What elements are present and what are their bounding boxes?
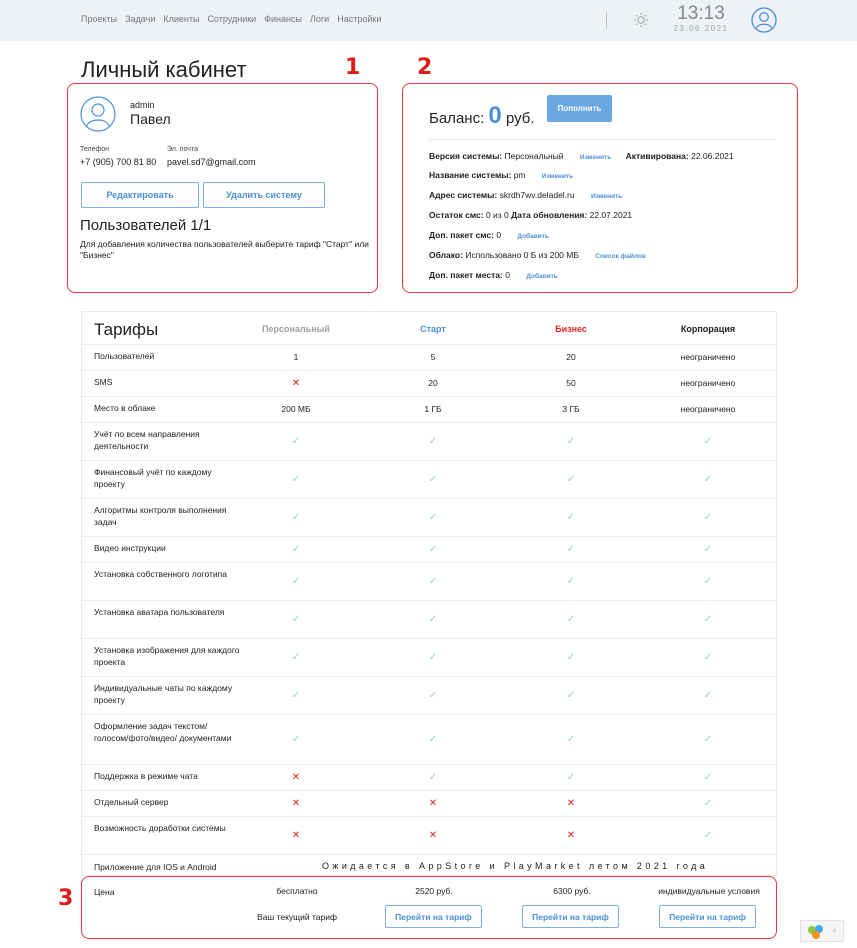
current-tariff-label: Ваш текущий тариф <box>256 912 337 922</box>
tariff-row <box>82 498 776 536</box>
users-count: Пользователей 1/1 <box>80 217 212 234</box>
sms-pack-value: 0 <box>496 230 502 240</box>
email-label: Эл. почта <box>167 146 198 153</box>
sms-pack-row <box>429 230 549 240</box>
balance-amount: 0 <box>488 102 502 129</box>
feature-label: SMS <box>94 377 113 387</box>
nav-settings[interactable]: Настройки <box>337 14 382 24</box>
tariff-row <box>82 536 776 562</box>
sms-pack-label: Доп. пакет смс: <box>429 230 494 240</box>
feature-value: неограничено <box>680 378 736 388</box>
clock-time: 13:13 <box>677 3 725 24</box>
price-card <box>81 876 777 939</box>
check-icon: ✓ <box>566 544 576 555</box>
cloud-value: Использовано 0 Б из 200 МБ <box>465 250 579 260</box>
change-address-link[interactable]: Изменить <box>590 193 623 200</box>
nav-logs[interactable]: Логи <box>309 14 330 24</box>
file-list-link[interactable]: Список файлов <box>595 253 646 260</box>
tariff-row <box>82 764 776 790</box>
version-value: Персональный <box>504 151 564 161</box>
system-version-row <box>429 151 734 161</box>
feature-label: Видео инструкции <box>94 543 166 553</box>
email-value: pavel.sd7@gmail.com <box>167 157 256 167</box>
price-personal: бесплатно <box>276 886 318 896</box>
marker-1: 1 <box>345 55 361 80</box>
tariffs-title: Тарифы <box>94 320 159 339</box>
switch-to-business-button[interactable]: Перейти на тариф <box>522 905 619 928</box>
profile-card <box>67 83 378 293</box>
activated-label: Активирована: <box>625 151 689 161</box>
yii-logo-icon <box>807 924 825 940</box>
feature-label: Учёт по всем направления деятельности <box>94 429 200 451</box>
sms-value: 0 из 0 <box>485 210 509 220</box>
feature-label: Оформление задач текстом/ голосом/фото/видео/ документами <box>94 721 232 743</box>
feature-label: Установка собственного логотипа <box>94 569 227 579</box>
check-icon: ✓ <box>428 474 438 485</box>
plan-personal-header: Персональный <box>262 324 330 334</box>
plan-start-header: Старт <box>420 324 446 334</box>
users-note: Для добавления количества пользователей выберите тариф "Старт" или "Бизнес" <box>80 239 369 260</box>
add-space-link[interactable]: Добавить <box>526 273 558 280</box>
check-icon: ✓ <box>291 734 301 745</box>
cross-icon: ✕ <box>428 798 438 809</box>
check-icon: ✓ <box>566 652 576 663</box>
feature-label: Место в облаке <box>94 403 156 413</box>
cross-icon: ✕ <box>428 830 438 841</box>
page-title: Личный кабинет <box>81 57 247 82</box>
space-pack-value: 0 <box>505 270 510 280</box>
check-icon: ✓ <box>428 512 438 523</box>
balance-caption: Баланс: <box>429 110 485 127</box>
check-icon: ✓ <box>291 652 301 663</box>
switch-to-corporate-button[interactable]: Перейти на тариф <box>659 905 756 928</box>
balance-currency: руб. <box>505 110 535 127</box>
nav-clients[interactable]: Клиенты <box>163 14 200 24</box>
check-icon: ✓ <box>428 734 438 745</box>
feature-value: 1 ГБ <box>424 404 442 414</box>
check-icon: ✓ <box>566 690 576 701</box>
tariff-row <box>82 790 776 816</box>
feature-label: Отдельный сервер <box>94 797 169 807</box>
check-icon: ✓ <box>428 544 438 555</box>
check-icon: ✓ <box>703 436 713 447</box>
tariff-row <box>82 422 776 460</box>
price-label: Цена <box>94 887 115 897</box>
plan-corporate-header: Корпорация <box>680 324 736 334</box>
edit-profile-button[interactable]: Редактировать <box>81 182 199 208</box>
tariff-row <box>82 676 776 714</box>
check-icon: ✓ <box>566 474 576 485</box>
check-icon: ✓ <box>703 772 713 783</box>
divider <box>606 12 607 29</box>
main-nav <box>81 14 381 24</box>
check-icon: ✓ <box>566 772 576 783</box>
check-icon: ✓ <box>291 576 301 587</box>
top-bar <box>0 0 857 41</box>
address-label: Адрес системы: <box>429 190 498 200</box>
marker-3: 3 <box>58 886 74 911</box>
feature-value: 20 <box>566 352 576 362</box>
check-icon: ✓ <box>566 576 576 587</box>
plan-business-header: Бизнес <box>555 324 587 334</box>
update-value: 22.07.2021 <box>589 210 633 220</box>
user-avatar-icon[interactable] <box>751 7 777 33</box>
name-label: Название системы: <box>429 170 512 180</box>
check-icon: ✓ <box>291 690 301 701</box>
tariff-row <box>82 460 776 498</box>
tariff-row <box>82 638 776 676</box>
change-name-link[interactable]: Изменить <box>541 173 574 180</box>
check-icon: ✓ <box>566 436 576 447</box>
cross-icon: ✕ <box>291 830 301 841</box>
price-business: 6300 руб. <box>553 886 591 896</box>
profile-name: Павел <box>130 111 171 127</box>
theme-toggle-icon[interactable] <box>633 12 649 28</box>
sms-remaining-row <box>429 210 632 220</box>
feature-label: Индивидуальные чаты по каждому проекту <box>94 683 233 705</box>
check-icon: ✓ <box>566 512 576 523</box>
balance-label <box>429 102 535 130</box>
space-pack-row <box>429 270 558 280</box>
tariff-row <box>82 370 776 396</box>
phone-label: Телефон <box>80 146 110 153</box>
feature-label: Пользователей <box>94 351 155 361</box>
system-name-row <box>429 170 573 180</box>
feature-label: Поддержка в режиме чата <box>94 771 198 781</box>
clock <box>666 4 736 33</box>
check-icon: ✓ <box>291 544 301 555</box>
check-icon: ✓ <box>703 652 713 663</box>
cross-icon: ✕ <box>566 798 576 809</box>
tariff-row <box>82 714 776 764</box>
address-value: skrdh7wv.deladel.ru <box>499 190 575 200</box>
check-icon: ✓ <box>703 512 713 523</box>
feature-label: Алгоритмы контроля выполнения задач <box>94 505 227 527</box>
feature-value: 200 МБ <box>281 404 311 414</box>
debug-toolbar[interactable] <box>800 920 844 942</box>
nav-projects[interactable]: Проекты <box>81 14 118 24</box>
nav-employees[interactable]: Сотрудники <box>207 14 257 24</box>
check-icon: ✓ <box>703 734 713 745</box>
feature-label: Установка аватара пользователя <box>94 607 225 617</box>
feature-value: неограничено <box>680 404 736 414</box>
check-icon: ✓ <box>291 436 301 447</box>
check-icon: ✓ <box>428 576 438 587</box>
check-icon: ✓ <box>703 614 713 625</box>
tariff-row <box>82 562 776 600</box>
nav-tasks[interactable]: Задачи <box>125 14 156 24</box>
nav-finance[interactable]: Финансы <box>264 14 302 24</box>
feature-value: 3 ГБ <box>562 404 580 414</box>
check-icon: ✓ <box>566 614 576 625</box>
add-sms-link[interactable]: Добавить <box>517 233 549 240</box>
app-label: Приложение для IOS и Android <box>94 862 217 872</box>
divider <box>429 139 777 140</box>
cloud-label: Облако: <box>429 250 463 260</box>
price-corporate: индивидуальные условия <box>658 886 760 896</box>
check-icon: ✓ <box>703 576 713 587</box>
activated-value: 22.06.2021 <box>691 151 734 161</box>
check-icon: ✓ <box>428 436 438 447</box>
feature-value: неограничено <box>680 352 736 362</box>
check-icon: ✓ <box>566 734 576 745</box>
cloud-row <box>429 250 646 260</box>
space-pack-label: Доп. пакет места: <box>429 270 503 280</box>
check-icon: ✓ <box>291 614 301 625</box>
check-icon: ✓ <box>428 614 438 625</box>
check-icon: ✓ <box>703 690 713 701</box>
feature-label: Финансовый учёт по каждому проекту <box>94 467 212 489</box>
check-icon: ✓ <box>428 652 438 663</box>
cross-icon: ✕ <box>291 378 301 389</box>
balance-card <box>402 83 798 293</box>
app-note: Ожидается в AppStore и PlayMarket летом 2021 года <box>322 861 709 871</box>
feature-label: Возможность доработки системы <box>94 823 226 833</box>
feature-value: 20 <box>428 378 438 388</box>
cross-icon: ✕ <box>291 772 301 783</box>
check-icon: ✓ <box>703 830 713 841</box>
tariff-row <box>82 816 776 854</box>
delete-system-button[interactable]: Удалить систему <box>203 182 325 208</box>
top-up-button[interactable]: Пополнить <box>547 95 612 122</box>
cross-icon: ✕ <box>566 830 576 841</box>
profile-avatar-icon <box>80 96 116 132</box>
name-value: pm <box>513 170 526 180</box>
chevron-left-icon[interactable]: ‹ <box>833 925 837 936</box>
system-address-row <box>429 190 622 200</box>
change-version-link[interactable]: Изменить <box>579 154 612 161</box>
check-icon: ✓ <box>291 512 301 523</box>
cross-icon: ✕ <box>291 798 301 809</box>
feature-label: Установка изображения для каждого проекта <box>94 645 240 667</box>
check-icon: ✓ <box>428 772 438 783</box>
phone-value: +7 (905) 700 81 80 <box>80 157 157 167</box>
tariffs-table <box>81 311 777 876</box>
check-icon: ✓ <box>428 690 438 701</box>
profile-login: admin <box>130 100 155 110</box>
price-start: 2520 руб. <box>415 886 453 896</box>
marker-2: 2 <box>417 55 433 80</box>
feature-value: 1 <box>293 352 299 362</box>
sms-label: Остаток смс: <box>429 210 484 220</box>
clock-date: 23.06.2021 <box>673 24 729 33</box>
check-icon: ✓ <box>291 474 301 485</box>
tariff-row <box>82 600 776 638</box>
feature-value: 50 <box>566 378 576 388</box>
check-icon: ✓ <box>703 544 713 555</box>
tariff-row <box>82 396 776 422</box>
check-icon: ✓ <box>703 474 713 485</box>
switch-to-start-button[interactable]: Перейти на тариф <box>385 905 482 928</box>
feature-value: 5 <box>430 352 436 362</box>
version-label: Версия системы: <box>429 151 503 161</box>
tariff-row <box>82 344 776 370</box>
check-icon: ✓ <box>703 798 713 809</box>
update-label: Дата обновления: <box>511 210 588 220</box>
